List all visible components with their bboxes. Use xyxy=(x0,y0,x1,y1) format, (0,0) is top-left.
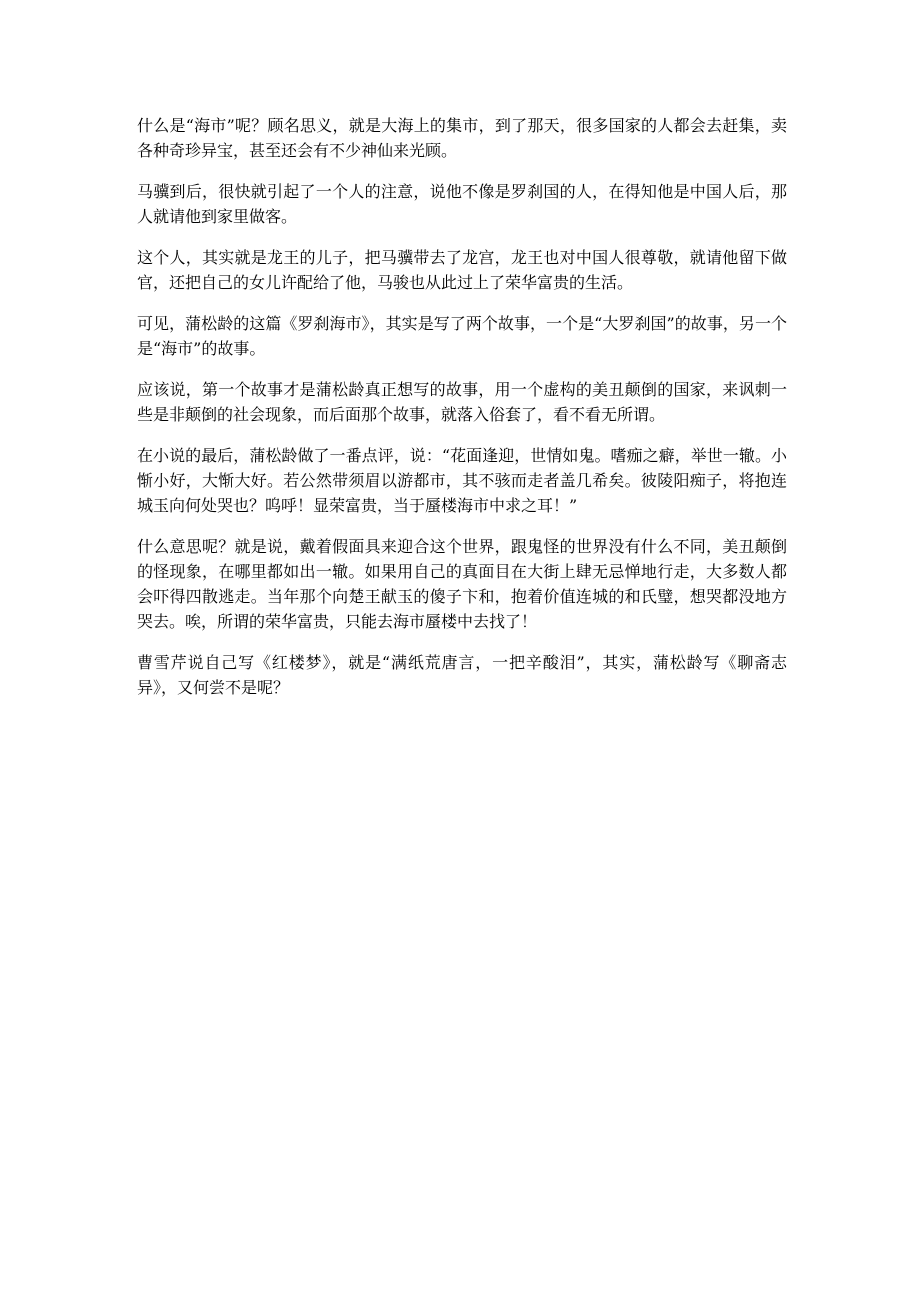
paragraph-8: 曹雪芹说自己写《红楼梦》，就是“满纸荒唐言，一把辛酸泪”，其实，蒲松龄写《聊斋志异》，又何尝不是呢？ xyxy=(137,653,787,697)
paragraph-5: 应该说，第一个故事才是蒲松龄真正想写的故事，用一个虚构的美丑颠倒的国家，来讽刺一些是非颠倒的社会现象，而后面那个故事，就落入俗套了，看不看无所谓。 xyxy=(137,380,787,424)
paragraph-6: 在小说的最后，蒲松龄做了一番点评，说：“花面逢迎，世情如鬼。嗜痂之癖，举世一辙。小惭小好，大惭大好。若公然带须眉以游都市，其不骇而走者盖几希矣。彼陵阳痴子，将抱连城玉向何处哭也？呜呼！显荣富贵，当于蜃楼海市中求之耳！” xyxy=(137,446,787,515)
paragraph-2: 马骥到后，很快就引起了一个人的注意，说他不像是罗刹国的人，在得知他是中国人后，那人就请他到家里做客。 xyxy=(137,182,787,226)
paragraph-1: 什么是“海市”呢？顾名思义，就是大海上的集市，到了那天，很多国家的人都会去赶集，卖各种奇珍异宝，甚至还会有不少神仙来光顾。 xyxy=(137,116,787,160)
document-body xyxy=(137,113,787,716)
paragraph-4: 可见，蒲松龄的这篇《罗刹海市》，其实是写了两个故事，一个是“大罗刹国”的故事，另一个是“海市”的故事。 xyxy=(137,314,787,358)
paragraph-3: 这个人，其实就是龙王的儿子，把马骥带去了龙宫，龙王也对中国人很尊敬，就请他留下做官，还把自己的女儿许配给了他，马骏也从此过上了荣华富贵的生活。 xyxy=(137,248,787,292)
paragraph-7: 什么意思呢？就是说，戴着假面具来迎合这个世界，跟鬼怪的世界没有什么不同，美丑颠倒的怪现象，在哪里都如出一辙。如果用自己的真面目在大街上肆无忌惮地行走，大多数人都会吓得四散逃走。当年那个向楚王献玉的傻子卞和，抱着价值连城的和氏璧，想哭都没地方哭去。唉，所谓的荣华富贵，只能去海市蜃楼中去找了！ xyxy=(137,537,787,631)
